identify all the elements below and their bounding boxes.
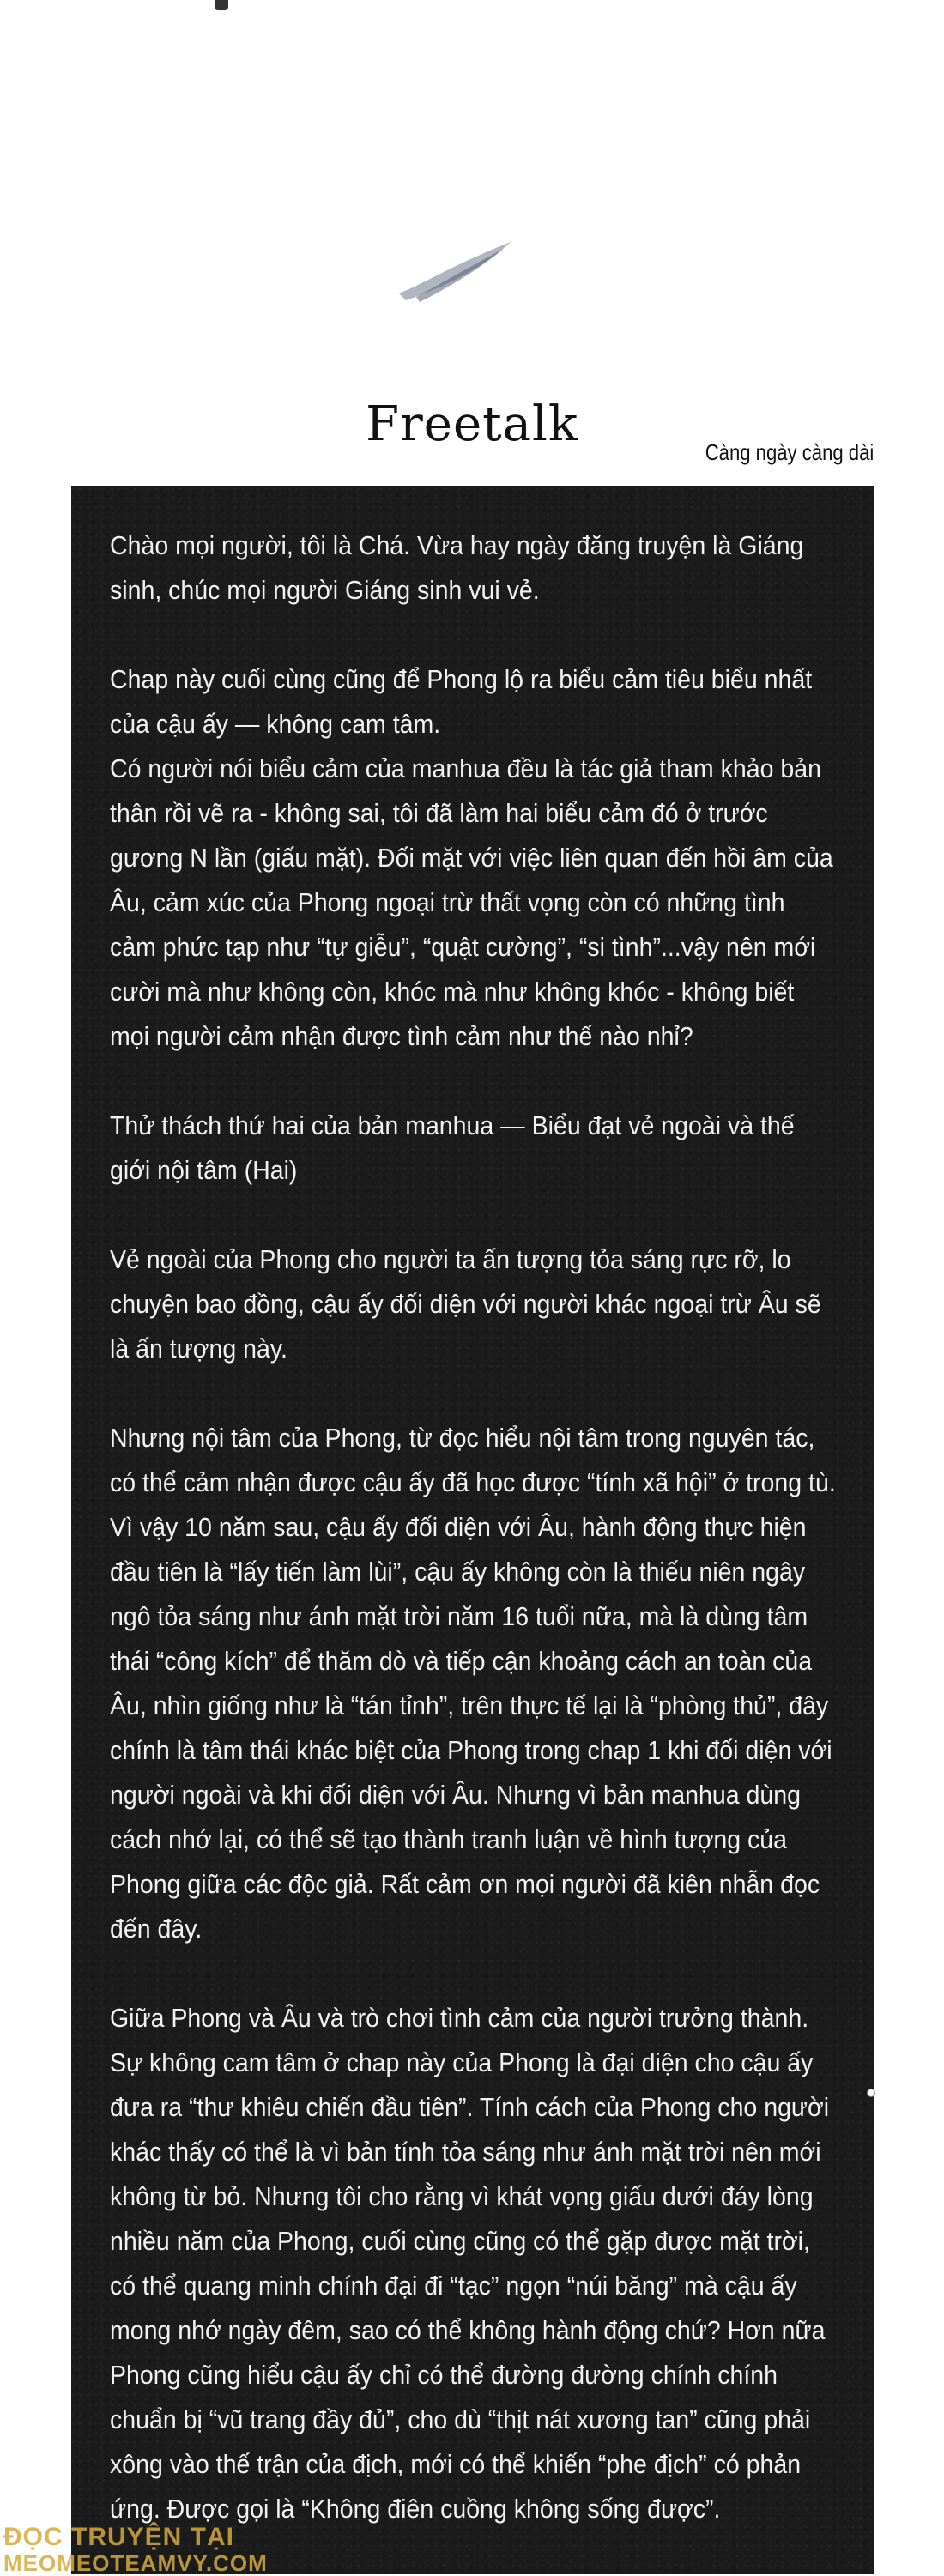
- page-title: Freetalk: [366, 396, 578, 452]
- paragraph-relationship: Giữa Phong và Âu và trò chơi tình cảm của người trưởng thành. Sự không cam tâm ở chap này của Phong là đại diện cho cậu ấy đưa ra “thư khiêu chiến đầu tiên”. Tính cách của Phong cho người khác thấy có thể là vì bản tính tỏa sáng như ánh mặt trời nên mới không từ bỏ. Nhưng tôi cho rằng vì khát vọng giấu dưới đáy lòng nhiều năm của Phong, cuối cùng cũng có thể gặp được mặt trời, có thể quang minh chính đại đi “tạc” ngọn “núi băng” mà cậu ấy mong nhớ ngày đêm, sao có thể không hành động chứ? Hơn nữa Phong cũng hiểu cậu ấy chỉ có thể đường đường chính chính chuẩn bị “vũ trang đầy đủ”, cho dù “thịt nát xương tan” cũng phải xông vào thế trận của địch, mới có thể khiến “phe địch” có phản ứng. Được gọi là “Không điên cuồng không sống được”.: [110, 2003, 830, 2524]
- paragraph-appearance: Vẻ ngoài của Phong cho người ta ấn tượng tỏa sáng rực rỡ, lo chuyện bao đồng, cậu ấy đối diện với người khác ngoại trừ Âu sẽ là ấn tượng này.: [110, 1244, 821, 1364]
- bird-icon: [390, 232, 519, 317]
- watermark-line-1: ĐỌC TRUYỆN TẠI: [3, 2523, 234, 2551]
- side-dot-icon: [867, 2089, 875, 2097]
- top-edge-mark: [215, 0, 228, 10]
- paragraph-challenge: Thử thách thứ hai của bản manhua — Biểu đạt vẻ ngoài và thế giới nội tâm (Hai): [110, 1110, 795, 1185]
- paragraph-greeting: Chào mọi người, tôi là Chá. Vừa hay ngày đăng truyện là Giáng sinh, chúc mọi người Giáng sinh vui vẻ.: [110, 530, 804, 605]
- watermark-line-2: MEOMEOTEAMVY.COM: [3, 2550, 268, 2576]
- page-subtitle: Càng ngày càng dài: [705, 439, 874, 465]
- paragraph-expression: Chap này cuối cùng cũng để Phong lộ ra biểu cảm tiêu biểu nhất của cậu ấy — không cam tâm. Có người nói biểu cảm của manhua đều là tác giả tham khảo bản thân rồi vẽ ra - không sai, tôi đã làm hai biểu cảm đó ở trước gương N lần (giấu mặt). Đối mặt với việc liên quan đến hồi âm của Âu, cảm xúc của Phong ngoại trừ thất vọng còn có những tình cảm phức tạp như “tự giễu”, “quật cường”, “si tình”...vậy nên mới cười mà như không còn, khóc mà như không khóc - không biết mọi người cảm nhận được tình cảm như thế nào nhỉ?: [110, 664, 833, 1051]
- paragraph-inner-self: Nhưng nội tâm của Phong, từ đọc hiểu nội tâm trong nguyên tác, có thể cảm nhận được cậu ấy đã học được “tính xã hội” ở trong tù. Vì vậy 10 năm sau, cậu ấy đối diện với Âu, hành động thực hiện đầu tiên là “lấy tiến làm lùi”, cậu ấy không còn là thiếu niên ngây ngô tỏa sáng như ánh mặt trời năm 16 tuổi nữa, mà là dùng tâm thái “công kích” để thăm dò và tiếp cận khoảng cách an toàn của Âu, nhìn giống như là “tán tỉnh”, trên thực tế lại là “phòng thủ”, đây chính là tâm thái khác biệt của Phong trong chap 1 khi đối diện với người ngoài và khi đối diện với Âu. Nhưng vì bản manhua dùng cách nhớ lại, có thể sẽ tạo thành tranh luận về hình tượng của Phong giữa các độc giả. Rất cảm ơn mọi người đã kiên nhẫn đọc đến đây.: [110, 1423, 836, 1944]
- freetalk-text-panel: [71, 486, 874, 2574]
